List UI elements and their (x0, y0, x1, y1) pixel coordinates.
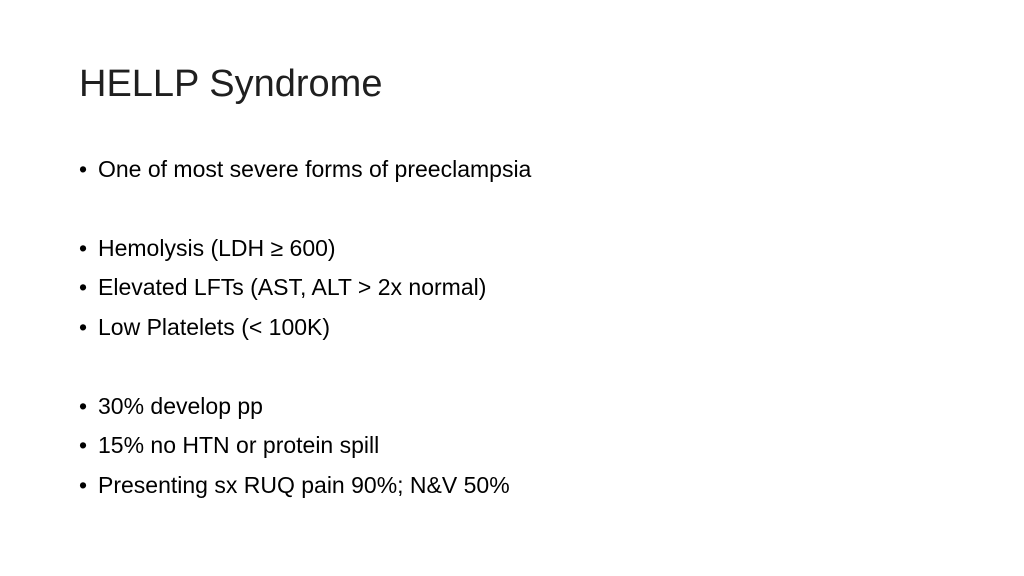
bullet-text: Low Platelets (< 100K) (98, 314, 331, 340)
bullet-dot-icon: • (79, 274, 88, 300)
bullet-dot-icon: • (79, 393, 88, 419)
bullet-text: One of most severe forms of preeclampsia (98, 156, 532, 182)
bullet-dot-icon: • (79, 472, 88, 498)
bullet-dot-icon: • (79, 235, 88, 261)
bullet-item (79, 471, 510, 499)
bullet-list (79, 0, 979, 576)
bullet-item (79, 155, 531, 183)
bullet-item (79, 313, 330, 341)
bullet-text: 15% no HTN or protein spill (98, 432, 380, 458)
bullet-text: Hemolysis (LDH ≥ 600) (98, 235, 336, 261)
bullet-text: 30% develop pp (98, 393, 263, 419)
bullet-item (79, 392, 263, 420)
bullet-text: Presenting sx RUQ pain 90%; N&V 50% (98, 472, 510, 498)
bullet-dot-icon: • (79, 432, 88, 458)
bullet-item (79, 431, 379, 459)
bullet-dot-icon: • (79, 314, 88, 340)
bullet-item (79, 234, 336, 262)
bullet-dot-icon: • (79, 156, 88, 182)
bullet-item (79, 273, 486, 301)
bullet-text: Elevated LFTs (AST, ALT > 2x normal) (98, 274, 487, 300)
slide-title: HELLP Syndrome (79, 63, 383, 105)
